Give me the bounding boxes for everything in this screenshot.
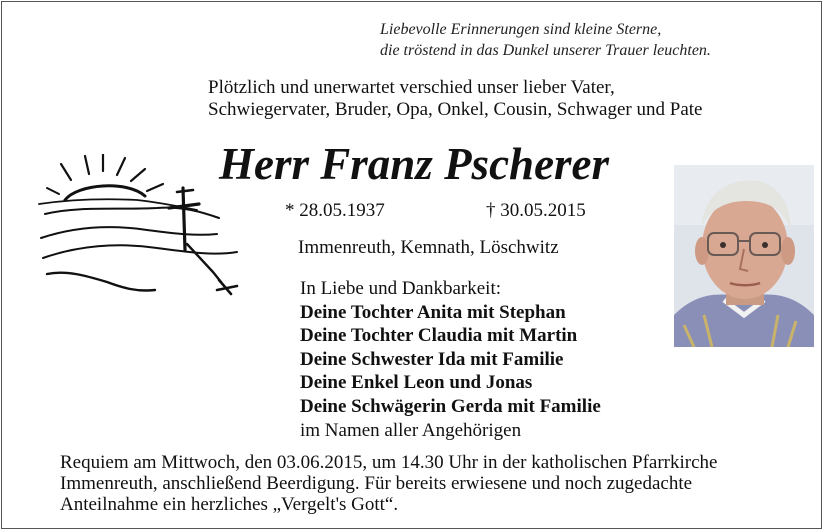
sun-ray <box>61 164 71 180</box>
requiem-line-2: Immenreuth, anschließend Beerdigung. Für bereits erwiesene und noch zugedachte <box>60 473 693 494</box>
mourners-closing: im Namen aller Angehörigen <box>300 419 522 441</box>
cross-beam-top <box>177 190 193 192</box>
places: Immenreuth, Kemnath, Löschwitz <box>298 237 559 258</box>
sun-ray <box>47 188 59 194</box>
hill-line <box>47 273 155 291</box>
announcement-line-2: Schwiegervater, Bruder, Opa, Onkel, Cousin, Schwager und Pate <box>208 99 703 120</box>
deceased-name: Herr Franz Pscherer <box>219 139 610 189</box>
quote-line-2: die tröstend in das Dunkel unserer Trauer leuchten. <box>380 42 711 59</box>
death-announcement <box>208 77 702 121</box>
sunrise-cross-artwork <box>37 154 247 319</box>
mourner-entry: Deine Schwester Ida mit Familie <box>300 348 564 370</box>
small-cross <box>217 280 237 294</box>
mourner-entry: Deine Tochter Claudia mit Martin <box>300 325 578 347</box>
portrait-photo <box>674 165 814 347</box>
mourners-list <box>300 277 601 442</box>
requiem-line-1: Requiem am Mittwoch, den 03.06.2015, um 14.30 Uhr in der katholischen Pfarrkirche <box>60 452 718 473</box>
cross-vertical <box>183 188 185 250</box>
sun-ray <box>147 184 163 191</box>
mourners-intro: In Liebe und Dankbarkeit: <box>300 278 502 299</box>
obituary-notice <box>1 1 822 529</box>
sun-ray <box>85 156 89 174</box>
requiem-line-3: Anteilnahme ein herzliches „Vergelt's Gott“. <box>60 494 399 515</box>
requiem-info <box>60 452 717 515</box>
path-line <box>187 244 221 282</box>
quote-line-1: Liebevolle Erinnerungen sind kleine Sterne, <box>380 21 662 38</box>
mourner-entry: Deine Tochter Anita mit Stephan <box>300 301 566 323</box>
death-date: † 30.05.2015 <box>486 200 586 221</box>
face <box>702 195 788 299</box>
hill-line <box>43 245 237 258</box>
sun-ray <box>117 158 125 175</box>
hill-line <box>41 227 217 238</box>
mourner-entry: Deine Enkel Leon und Jonas <box>300 372 533 394</box>
memorial-quote <box>380 19 711 61</box>
birth-date: * 28.05.1937 <box>285 200 385 221</box>
announcement-line-1: Plötzlich und unerwartet verschied unser lieber Vater, <box>208 77 615 98</box>
sun-arc <box>65 186 145 200</box>
mourner-entry: Deine Schwägerin Gerda mit Familie <box>300 395 601 417</box>
sun-ray <box>131 169 145 181</box>
